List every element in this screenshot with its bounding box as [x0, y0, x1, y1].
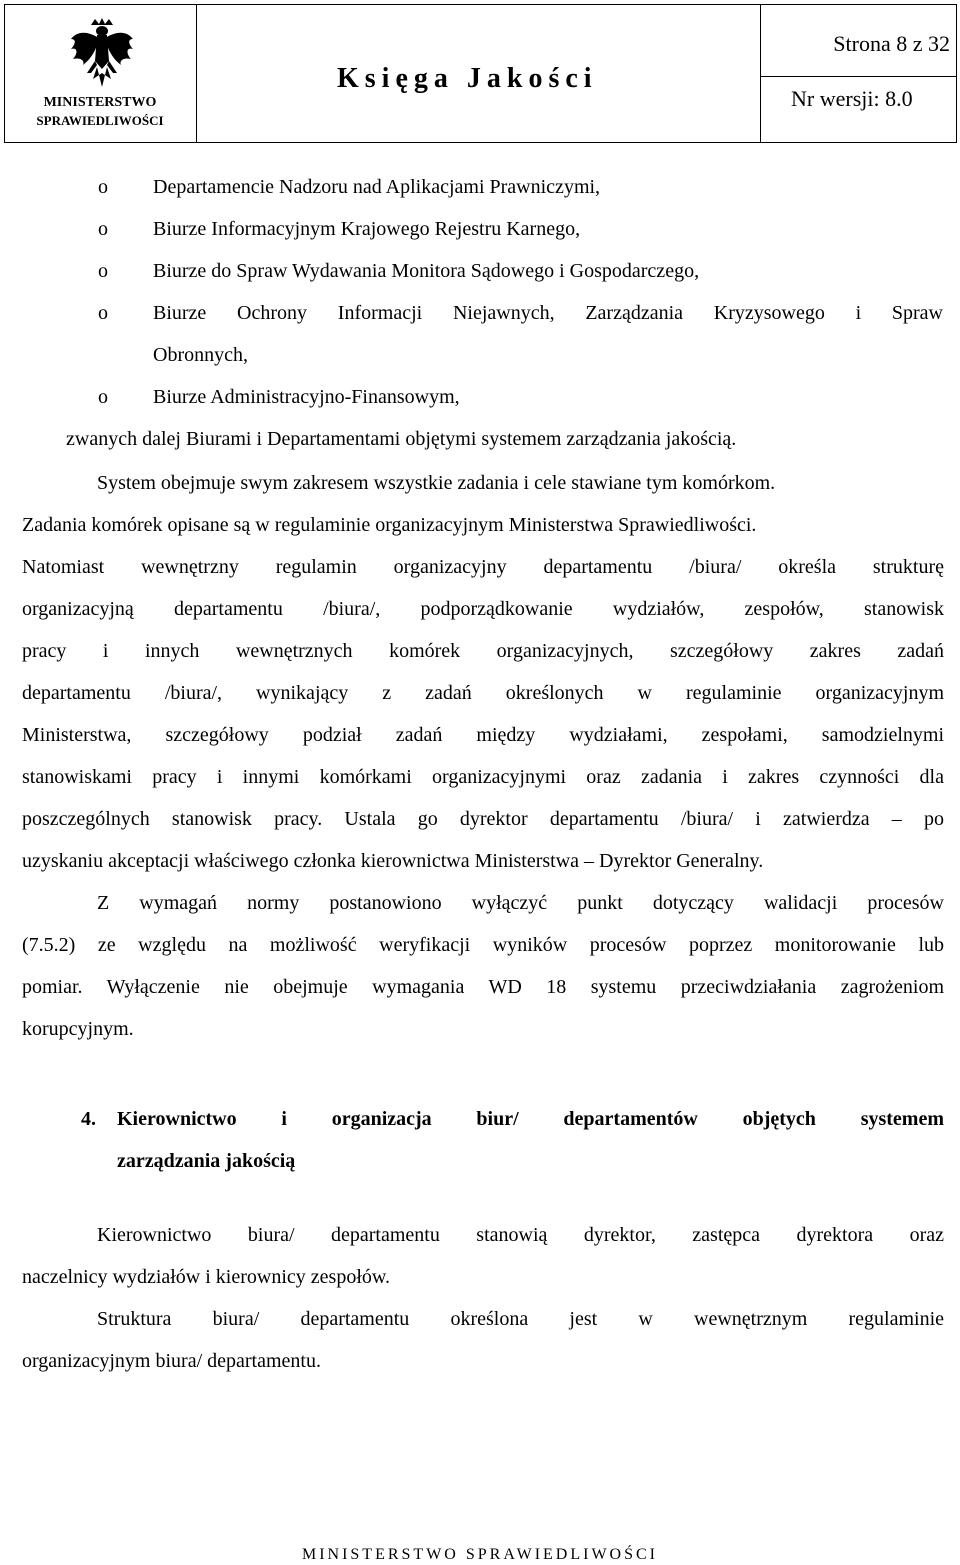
text-line: Natomiast wewnętrzny regulamin organizacyjny departamentu /biura/ określa strukturę	[22, 556, 944, 578]
text-line: Z wymagań normy postanowiono wyłączyć punkt dotyczący walidacji procesów	[97, 892, 944, 914]
version-number: Nr wersji: 8.0	[791, 86, 913, 111]
text-line: Ministerstwa, szczegółowy podział zadań między wydziałami, zespołami, samodzielnymi	[22, 724, 944, 746]
text-line: (7.5.2) ze względu na możliwość weryfikacji wyników procesów poprzez monitorowanie lub	[22, 934, 944, 956]
text-line: stanowiskami pracy i innymi komórkami organizacyjnymi oraz zadania i zakres czynności dla	[22, 766, 944, 788]
text-line: organizacyjnym biura/ departamentu.	[22, 1350, 321, 1372]
polish-eagle-icon	[69, 17, 135, 91]
text-line: Kierownictwo biura/ departamentu stanowią dyrektor, zastępca dyrektora oraz	[97, 1224, 944, 1246]
list-bullet: o	[98, 260, 108, 282]
list-item: Biurze do Spraw Wydawania Monitora Sądowego i Gospodarczego,	[153, 260, 700, 282]
org-name-line2: SPRAWIEDLIWOŚCI	[36, 113, 164, 128]
text-line: System obejmuje swym zakresem wszystkie zadania i cele stawiane tym komórkom.	[97, 472, 776, 494]
text-line: korupcyjnym.	[22, 1018, 134, 1040]
text-line: Zadania komórek opisane są w regulaminie organizacyjnym Ministerstwa Sprawiedliwości.	[22, 514, 757, 536]
list-item: Biurze Ochrony Informacji Niejawnych, Zarządzania Kryzysowego i Spraw	[153, 302, 943, 324]
text-line: departamentu /biura/, wynikający z zadań określonych w regulaminie organizacyjnym	[22, 682, 944, 704]
list-bullet: o	[98, 386, 108, 408]
text-line: pracy i innych wewnętrznych komórek organizacyjnych, szczegółowy zakres zadań	[22, 640, 944, 662]
text-line: poszczególnych stanowisk pracy. Ustala go dyrektor departamentu /biura/ i zatwierdza – po	[22, 808, 944, 830]
org-name-line1: MINISTERSTWO	[43, 95, 157, 110]
list-bullet: o	[98, 218, 108, 240]
text-line: organizacyjną departamentu /biura/, podporządkowanie wydziałów, zespołów, stanowisk	[22, 598, 944, 620]
page-number: Strona 8 z 32	[761, 5, 956, 77]
document-title: Księga Jakości	[337, 63, 598, 94]
page-footer: MINISTERSTWO SPRAWIEDLIWOŚCI	[301, 1546, 659, 1563]
document-header	[4, 4, 957, 143]
text-line: Struktura biura/ departamentu określona jest w wewnętrznym regulaminie	[97, 1308, 944, 1330]
section-title: Kierownictwo i organizacja biur/ departamentów objętych systemem	[117, 1108, 944, 1130]
list-bullet: o	[98, 302, 108, 324]
text-line: pomiar. Wyłączenie nie obejmuje wymagania WD 18 systemu przeciwdziałania zagrożeniom	[22, 976, 944, 998]
ministry-logo	[5, 5, 197, 142]
list-conclusion: zwanych dalej Biurami i Departamentami objętymi systemem zarządzania jakością.	[66, 428, 737, 450]
list-item: Biurze Informacyjnym Krajowego Rejestru Karnego,	[153, 218, 581, 240]
text-line: naczelnicy wydziałów i kierownicy zespołów.	[22, 1266, 391, 1288]
section-number: 4.	[81, 1108, 96, 1130]
list-item: Biurze Administracyjno-Finansowym,	[153, 386, 460, 408]
section-title-continuation: zarządzania jakością	[117, 1150, 296, 1172]
title-cell	[197, 5, 761, 142]
list-item-continuation: Obronnych,	[153, 344, 248, 366]
list-item: Departamencie Nadzoru nad Aplikacjami Prawniczymi,	[153, 176, 601, 198]
meta-cell	[761, 5, 956, 142]
list-bullet: o	[98, 176, 108, 198]
text-line: uzyskaniu akceptacji właściwego członka kierownictwa Ministerstwa – Dyrektor Generalny.	[22, 850, 764, 872]
